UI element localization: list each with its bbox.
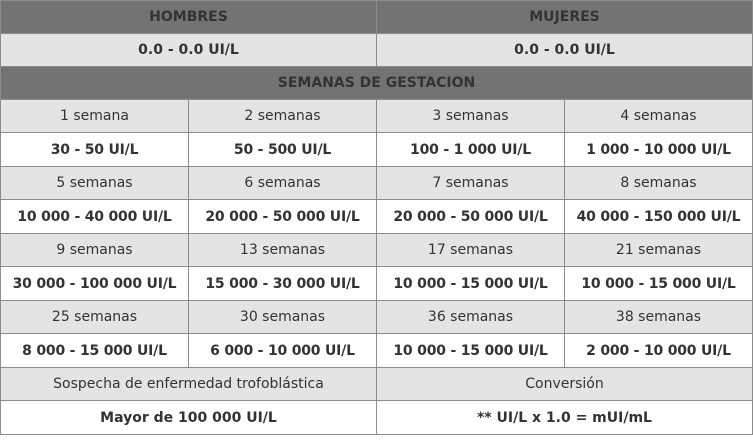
baseline-men-value: 0.0 - 0.0 UI/L [1, 34, 377, 67]
week-range: 20 000 - 50 000 UI/L [377, 200, 565, 234]
weeks-label-row [1, 301, 753, 334]
week-range: 2 000 - 10 000 UI/L [565, 334, 753, 368]
week-label: 13 semanas [189, 234, 377, 267]
conversion-value: ** UI/L x 1.0 = mUI/mL [377, 401, 753, 435]
week-label: 5 semanas [1, 167, 189, 200]
week-range: 50 - 500 UI/L [189, 133, 377, 167]
week-range: 1 000 - 10 000 UI/L [565, 133, 753, 167]
header-women: MUJERES [377, 1, 753, 34]
week-label: 17 semanas [377, 234, 565, 267]
week-label: 8 semanas [565, 167, 753, 200]
week-range: 6 000 - 10 000 UI/L [189, 334, 377, 368]
baseline-women-value: 0.0 - 0.0 UI/L [377, 34, 753, 67]
week-label: 3 semanas [377, 100, 565, 133]
week-label: 25 semanas [1, 301, 189, 334]
week-range: 15 000 - 30 000 UI/L [189, 267, 377, 301]
footer-label-row [1, 368, 753, 401]
week-range: 100 - 1 000 UI/L [377, 133, 565, 167]
week-label: 36 semanas [377, 301, 565, 334]
footer-value-row [1, 401, 753, 435]
conversion-label: Conversión [377, 368, 753, 401]
weeks-label-row [1, 167, 753, 200]
weeks-range-row [1, 200, 753, 234]
sex-header-row [1, 1, 753, 34]
weeks-range-row [1, 267, 753, 301]
week-label: 2 semanas [189, 100, 377, 133]
suspicion-value: Mayor de 100 000 UI/L [1, 401, 377, 435]
weeks-range-row [1, 334, 753, 368]
section-title-row [1, 67, 753, 100]
baseline-row [1, 34, 753, 67]
weeks-label-row [1, 234, 753, 267]
week-label: 7 semanas [377, 167, 565, 200]
weeks-label-row [1, 100, 753, 133]
week-label: 1 semana [1, 100, 189, 133]
week-label: 38 semanas [565, 301, 753, 334]
week-range: 10 000 - 15 000 UI/L [565, 267, 753, 301]
week-label: 4 semanas [565, 100, 753, 133]
section-title: SEMANAS DE GESTACION [1, 67, 753, 100]
week-range: 10 000 - 40 000 UI/L [1, 200, 189, 234]
week-range: 40 000 - 150 000 UI/L [565, 200, 753, 234]
week-range: 30 - 50 UI/L [1, 133, 189, 167]
week-range: 30 000 - 100 000 UI/L [1, 267, 189, 301]
header-men: HOMBRES [1, 1, 377, 34]
week-label: 21 semanas [565, 234, 753, 267]
week-label: 6 semanas [189, 167, 377, 200]
week-range: 10 000 - 15 000 UI/L [377, 267, 565, 301]
week-range: 10 000 - 15 000 UI/L [377, 334, 565, 368]
week-label: 9 semanas [1, 234, 189, 267]
suspicion-label: Sospecha de enfermedad trofoblástica [1, 368, 377, 401]
week-range: 20 000 - 50 000 UI/L [189, 200, 377, 234]
week-range: 8 000 - 15 000 UI/L [1, 334, 189, 368]
week-label: 30 semanas [189, 301, 377, 334]
weeks-range-row [1, 133, 753, 167]
